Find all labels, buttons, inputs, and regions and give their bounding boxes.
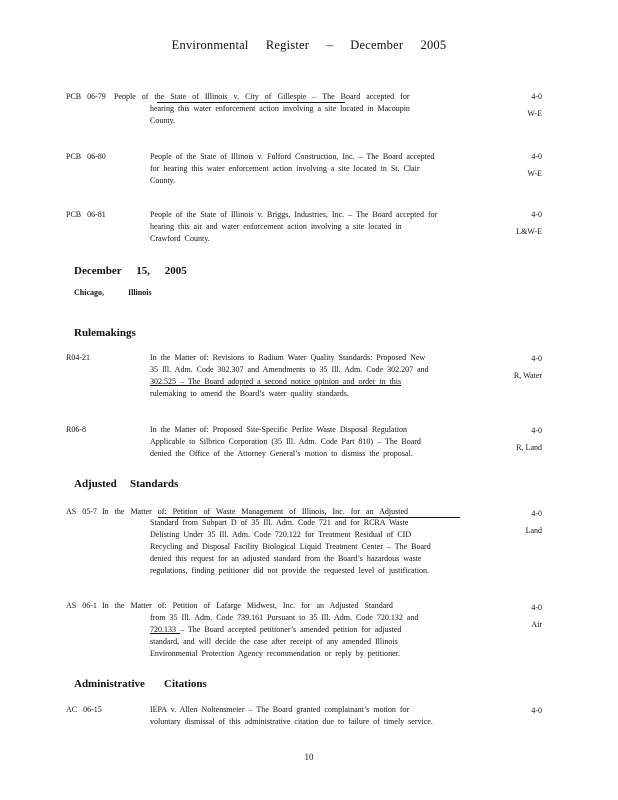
vote-type: W-E: [527, 109, 542, 118]
vote-count: 4-0: [531, 426, 542, 435]
vote-type: Land: [525, 526, 542, 535]
case-description: [150, 352, 468, 400]
page-number: 10: [304, 752, 314, 762]
citation-underline: [150, 633, 180, 634]
description-line: People of the State of Illinois v. Fulford Construction, Inc. – The Board accepted: [150, 152, 435, 161]
case-description: [150, 103, 445, 127]
case-description: [150, 704, 470, 728]
vote-count: 4-0: [531, 354, 542, 363]
description-line: County.: [150, 176, 176, 185]
vote-block: [516, 206, 542, 240]
page-header: Environmental Register – December 2005: [171, 38, 447, 52]
description-line: hearing this water enforcement action involving a site located in Macoupin: [150, 104, 410, 113]
description-line: for hearing this water enforcement action involving a site located in St. Clair: [150, 164, 420, 173]
case-number: R06-8: [66, 425, 86, 434]
description-line: 35 Ill. Adm. Code 302.307 and Amendments to 35 Ill. Adm. Code 302.207 and: [150, 365, 429, 374]
vote-block: [526, 505, 542, 539]
vote-block: [527, 148, 542, 182]
case-number: PCB 06-81: [66, 210, 106, 219]
description-line: Applicable to Silbrico Corporation (35 Ill. Adm. Code Part 810) – The Board: [150, 437, 421, 446]
description-line: 720.133 – The Board accepted petitioner’s amended petition for adjusted: [150, 625, 402, 634]
vote-count: 4-0: [531, 152, 542, 161]
case-description: [150, 612, 460, 660]
vote-type: L&W-E: [516, 227, 542, 236]
description-line: Crawford County.: [150, 234, 210, 243]
vote-count: 4-0: [531, 706, 542, 715]
meeting-date: December 15, 2005: [74, 265, 187, 277]
section-heading-administrative: Administrative: [74, 678, 145, 690]
meeting-city: Chicago,: [74, 288, 104, 297]
description-line: standard, and will decide the case after receipt of any amended Illinois: [150, 637, 398, 646]
description-line: IEPA v. Allen Noltensmeier – The Board granted complainant’s motion for: [150, 705, 410, 714]
description-line: Delisting Under 35 Ill. Adm. Code 720.122 for Treatment Residual of CID: [150, 530, 412, 539]
description-line: County.: [150, 116, 176, 125]
vote-count: 4-0: [531, 210, 542, 219]
case-description: [150, 151, 470, 187]
case-number: R04-21: [66, 353, 90, 362]
case-number: PCB 06-80: [66, 152, 106, 161]
description-line: from 35 Ill. Adm. Code 739.161 Pursuant to 35 Ill. Adm. Code 720.132 and: [150, 613, 419, 622]
vote-block: [514, 350, 542, 384]
vote-type: W-E: [527, 169, 542, 178]
case-number: AS 06-1: [66, 601, 97, 610]
description-line: 302.525 – The Board adopted a second notice opinion and order in this: [150, 377, 402, 386]
description-line: Recycling and Disposal Facility Biological Liquid Treatment Center – The Board: [150, 542, 431, 551]
section-heading-adjusted: Adjusted: [74, 478, 117, 490]
case-description: [150, 517, 468, 577]
description-line: People of the State of Illinois v. Briggs, Industries, Inc. – The Board accepted for: [150, 210, 438, 219]
vote-type: R, Water: [513, 371, 542, 380]
case-number: AS 05-7: [66, 507, 97, 516]
vote-type: R, Land: [516, 443, 542, 452]
section-heading-rulemakings: Rulemakings: [74, 327, 136, 339]
vote-count: 4-0: [531, 92, 542, 101]
description-line: Standard from Subpart D of 35 Ill. Adm. Code 721 and for RCRA Waste: [150, 518, 409, 527]
case-description: [150, 209, 480, 245]
description-line: Environmental Protection Agency recommendation or reply by petitioner.: [150, 649, 400, 658]
description-line: hearing this air and water enforcement action involving a site located in: [150, 222, 402, 231]
vote-type: Air: [531, 620, 542, 629]
vote-count: 4-0: [531, 603, 542, 612]
case-description: [150, 424, 460, 460]
description-line: In the Matter of: Proposed Site-Specific Perlite Waste Disposal Regulation: [150, 425, 407, 434]
description-line: denied the Office of the Attorney General’s motion to dismiss the proposal.: [150, 449, 413, 458]
case-number: AC 06-15: [66, 705, 102, 714]
description-line: denied this request for an adjusted standard from the Board’s hazardous waste: [150, 554, 422, 563]
section-heading-standards: Standards: [130, 478, 179, 490]
case-title-lead: In the Matter of: Petition of Lafarge Midwest, Inc. for an Adjusted Standard: [102, 601, 393, 610]
case-title-lead: In the Matter of: Petition of Waste Management of Illinois, Inc. for an Adjusted: [102, 507, 409, 516]
meeting-state: Illinois: [128, 288, 152, 297]
vote-count: 4-0: [531, 509, 542, 518]
vote-block: [516, 422, 542, 456]
vote-block: [527, 88, 542, 122]
description-line: rulemaking to amend the Board’s water quality standards.: [150, 389, 349, 398]
section-heading-citations: Citations: [164, 678, 207, 690]
description-line: voluntary dismissal of this administrative citation due to failure of timely service.: [150, 717, 433, 726]
vote-block: [531, 702, 542, 719]
description-line: In the Matter of: Revisions to Radium Water Quality Standards: Proposed New: [150, 353, 426, 362]
case-number: PCB 06-79: [66, 92, 106, 101]
vote-block: [531, 599, 542, 633]
description-line: regulations, finding petitioner did not provide the requested level of justification.: [150, 566, 430, 575]
case-title-lead: People of the State of Illinois v. City of Gillespie – The Board accepted for: [114, 92, 410, 101]
